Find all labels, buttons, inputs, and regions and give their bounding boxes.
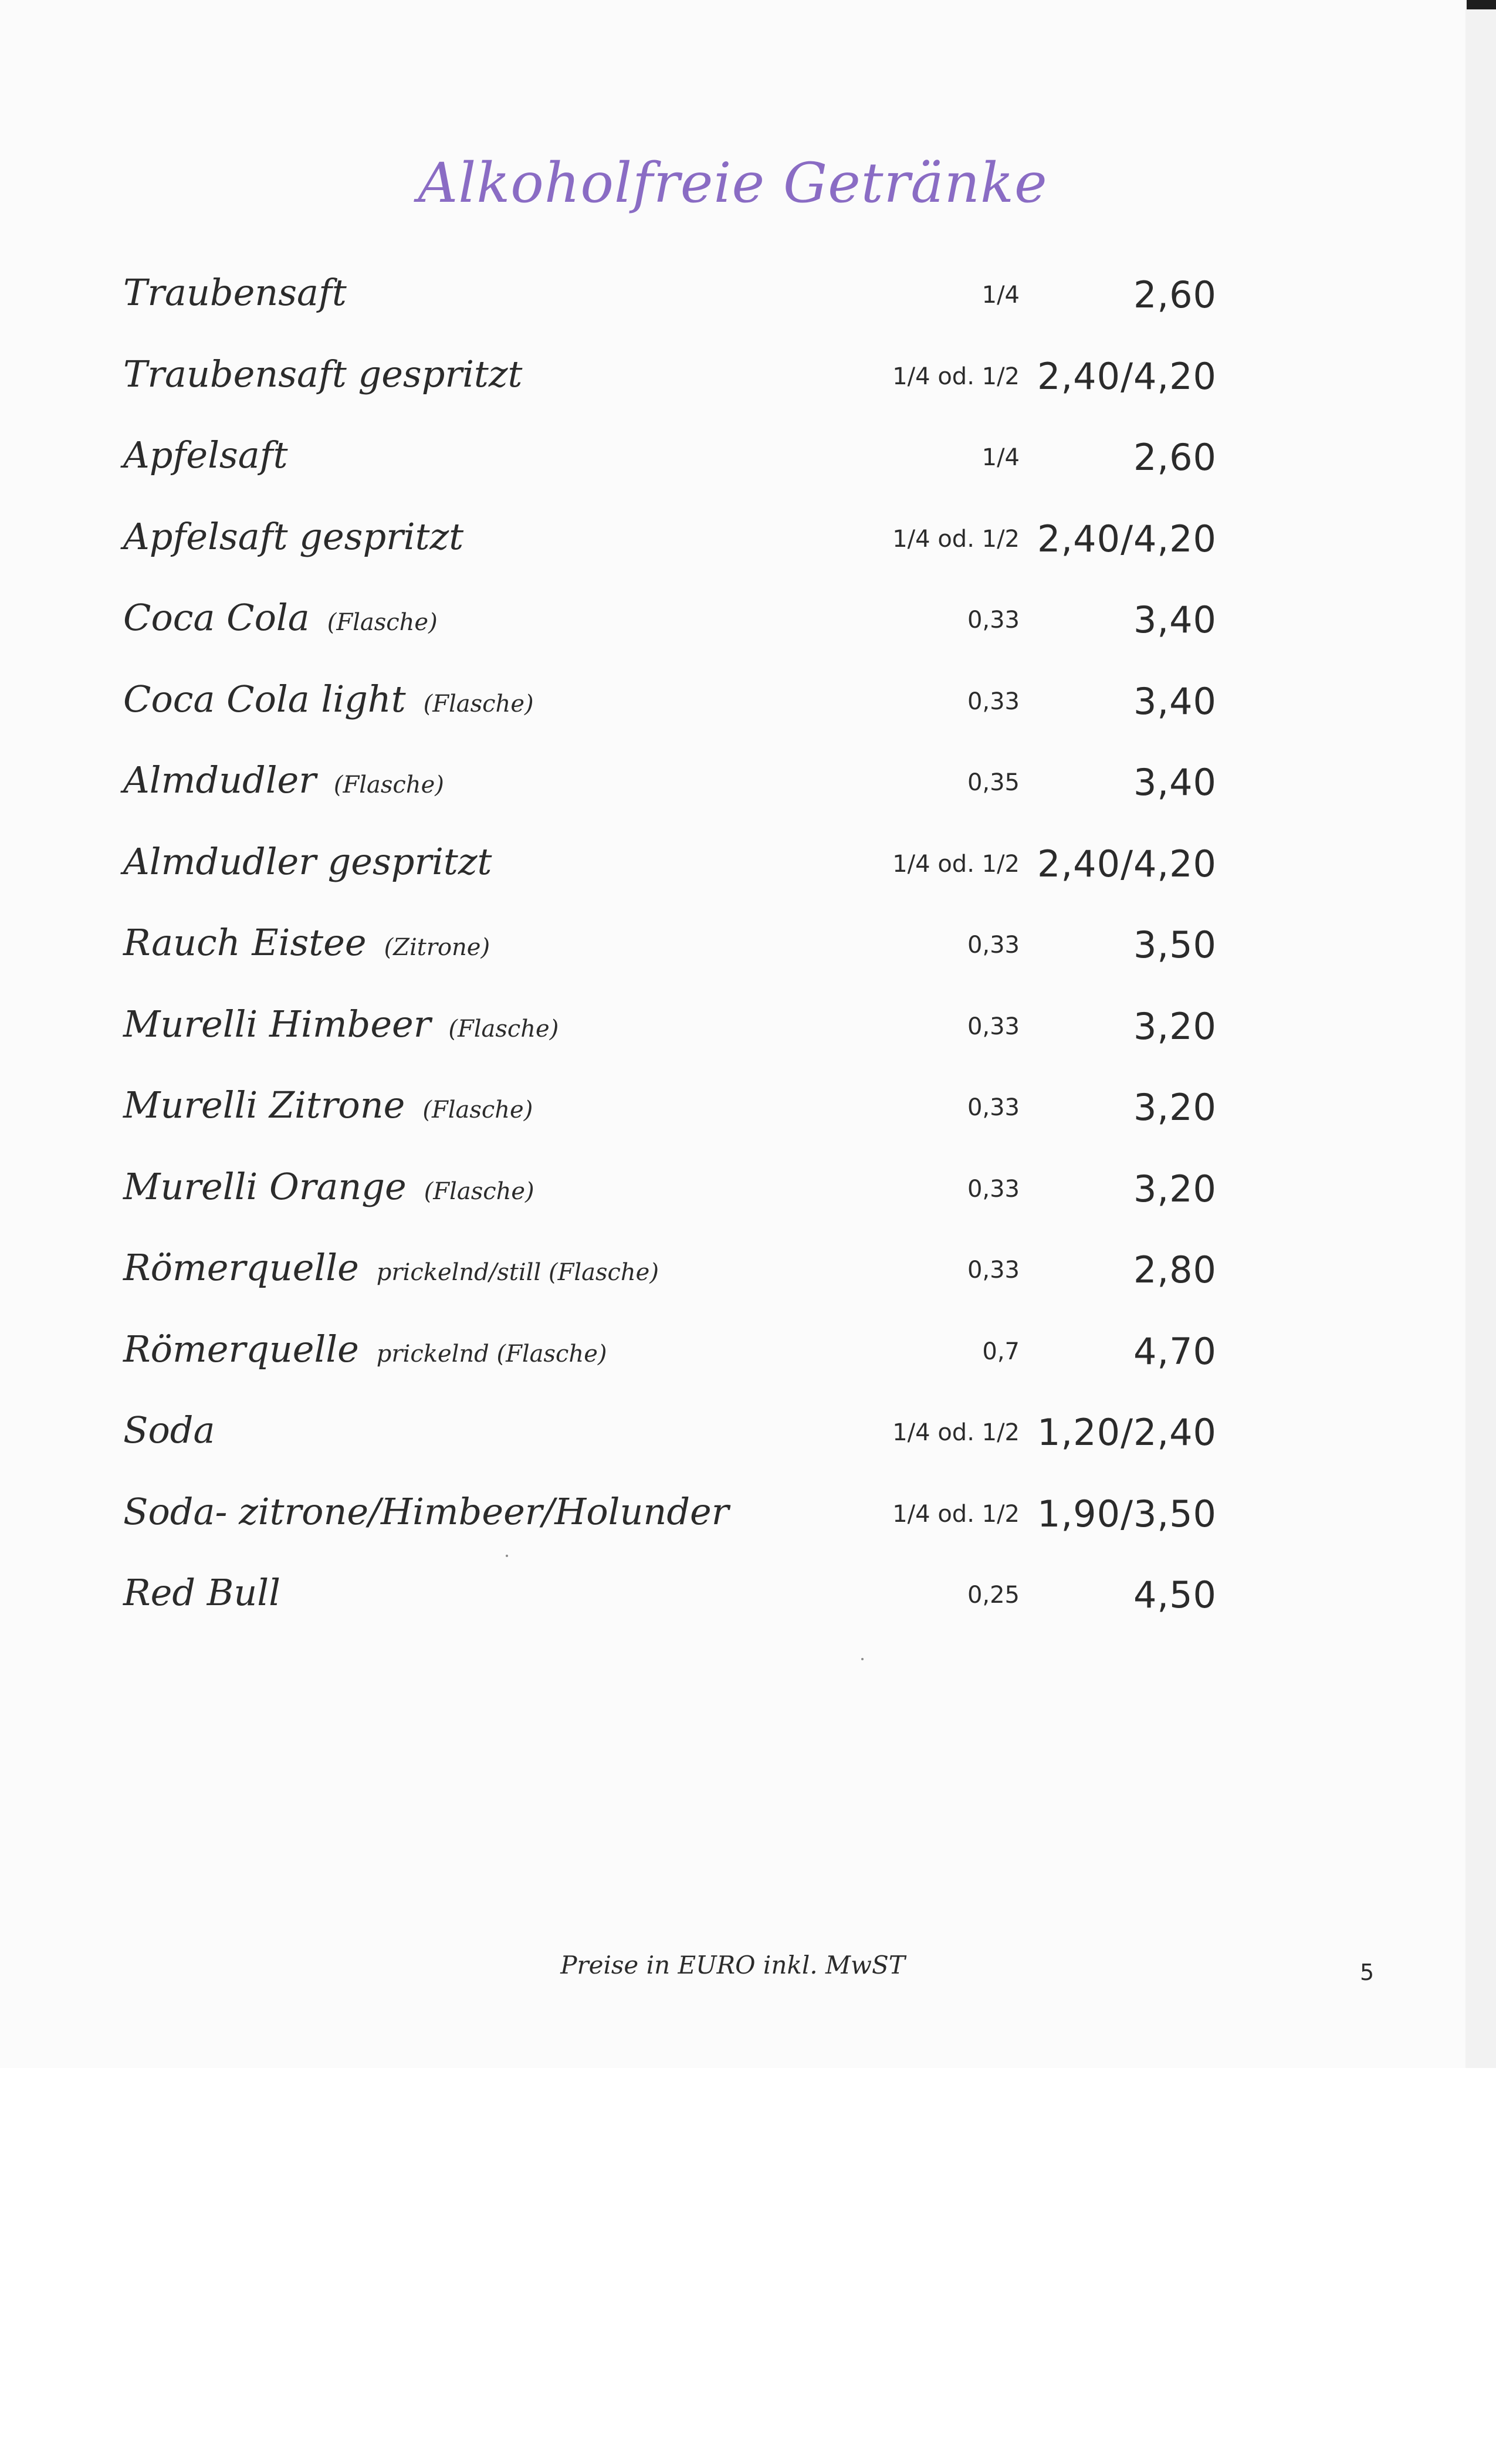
item-size: 1/4 od. 1/2: [892, 526, 1020, 553]
item-name: [123, 1409, 215, 1451]
item-note: (Flasche): [424, 1178, 534, 1205]
item-name: [123, 353, 522, 395]
item-size: 0,33: [967, 1176, 1020, 1203]
item-size: 0,33: [967, 607, 1020, 634]
item-price: 1,90/3,50: [1037, 1492, 1217, 1535]
menu-item-row: [0, 353, 1465, 411]
menu-item-row: [0, 1328, 1465, 1386]
item-size: 0,33: [967, 1013, 1020, 1040]
item-name: [123, 1490, 729, 1533]
item-price: 2,40/4,20: [1037, 842, 1217, 885]
item-name-text: Coca Cola light: [123, 678, 406, 720]
item-name: [123, 678, 534, 720]
menu-item-row: [0, 1003, 1465, 1061]
menu-item-row: [0, 1571, 1465, 1630]
item-name-text: Apfelsaft gespritzt: [123, 515, 464, 558]
price-note: Preise in EURO inkl. MwST: [560, 1951, 905, 1979]
menu-item-row: [0, 1165, 1465, 1224]
item-size: 0,33: [967, 1257, 1020, 1284]
item-size: 0,33: [967, 932, 1020, 959]
item-name: [123, 1003, 559, 1045]
scan-background: [0, 2068, 1496, 2464]
item-name-text: Almdudler gespritzt: [123, 840, 492, 883]
scan-edge-mark: [1467, 0, 1496, 9]
menu-item-row: [0, 1246, 1465, 1305]
item-name-text: Römerquelle: [123, 1328, 359, 1370]
item-size: 1/4 od. 1/2: [892, 363, 1020, 390]
item-size: 0,33: [967, 1094, 1020, 1121]
menu-item-row: [0, 271, 1465, 330]
item-price: 3,40: [1133, 598, 1217, 641]
item-price: 4,50: [1133, 1573, 1217, 1616]
menu-item-row: [0, 515, 1465, 574]
item-name-text: Almdudler: [123, 759, 316, 801]
menu-item-row: [0, 921, 1465, 980]
item-size: 1/4: [981, 282, 1020, 309]
item-price: 2,40/4,20: [1037, 355, 1217, 398]
item-name-text: Soda: [123, 1409, 215, 1451]
item-price: 2,60: [1133, 273, 1217, 316]
item-note: (Flasche): [422, 1096, 533, 1123]
item-price: 1,20/2,40: [1037, 1411, 1217, 1454]
item-price: 3,20: [1133, 1086, 1217, 1129]
item-price: 2,80: [1133, 1248, 1217, 1291]
item-name-text: Traubensaft: [123, 271, 347, 314]
item-size: 1/4 od. 1/2: [892, 851, 1020, 878]
item-note: prickelnd (Flasche): [376, 1341, 607, 1368]
item-price: 3,20: [1133, 1005, 1217, 1048]
menu-item-row: [0, 596, 1465, 655]
item-price: 3,40: [1133, 761, 1217, 804]
menu-item-row: [0, 759, 1465, 817]
item-size: 0,7: [982, 1338, 1020, 1365]
item-name: [123, 840, 492, 883]
item-size: 0,35: [967, 769, 1020, 796]
item-size: 1/4 od. 1/2: [892, 1419, 1020, 1446]
item-name: [123, 596, 438, 639]
item-price: 2,60: [1133, 436, 1217, 479]
item-name: [123, 515, 463, 558]
item-name-text: Rauch Eistee: [123, 921, 367, 964]
item-name: [123, 1165, 534, 1208]
page-number: 5: [1360, 1959, 1375, 1985]
item-name: [123, 1246, 659, 1289]
item-price: 3,40: [1133, 680, 1217, 723]
item-note: (Zitrone): [384, 934, 490, 961]
item-note: (Flasche): [327, 609, 438, 636]
menu-item-row: [0, 678, 1465, 736]
item-name-text: Traubensaft gespritzt: [123, 353, 523, 395]
menu-item-row: [0, 840, 1465, 899]
item-name-text: Murelli Orange: [123, 1165, 407, 1208]
item-price: 2,40/4,20: [1037, 517, 1217, 560]
item-name: [123, 1084, 533, 1126]
menu-item-row: [0, 1084, 1465, 1142]
item-size: 1/4 od. 1/2: [892, 1501, 1020, 1528]
menu-item-row: [0, 1490, 1465, 1549]
item-name-text: Murelli Zitrone: [123, 1084, 405, 1126]
item-size: 0,33: [967, 688, 1020, 715]
item-size: 0,25: [967, 1582, 1020, 1609]
menu-title: Alkoholfreie Getränke: [418, 151, 1048, 215]
item-name-text: Römerquelle: [123, 1246, 359, 1289]
item-name: [123, 1328, 607, 1370]
item-name: [123, 434, 288, 476]
scan-edge-strip: [1465, 0, 1496, 2068]
item-name: [123, 1571, 280, 1614]
scan-speck: [861, 1658, 864, 1660]
item-name-text: Apfelsaft: [123, 434, 288, 476]
item-price: 3,20: [1133, 1167, 1217, 1210]
scan-speck: [506, 1555, 508, 1557]
item-note: (Flasche): [423, 691, 534, 717]
item-size: 1/4: [981, 444, 1020, 471]
item-price: 4,70: [1133, 1330, 1217, 1373]
menu-item-row: [0, 434, 1465, 492]
item-name-text: Murelli Himbeer: [123, 1003, 431, 1045]
item-price: 3,50: [1133, 923, 1217, 966]
item-name: [123, 921, 490, 964]
item-name: [123, 271, 347, 314]
item-name: [123, 759, 444, 801]
item-note: prickelnd/still (Flasche): [376, 1259, 659, 1286]
item-name-text: Soda- zitrone/Himbeer/Holunder: [123, 1490, 729, 1533]
item-note: (Flasche): [333, 771, 444, 798]
item-name-text: Red Bull: [123, 1571, 280, 1614]
menu-item-row: [0, 1409, 1465, 1467]
item-note: (Flasche): [448, 1016, 559, 1043]
item-name-text: Coca Cola: [123, 596, 310, 639]
